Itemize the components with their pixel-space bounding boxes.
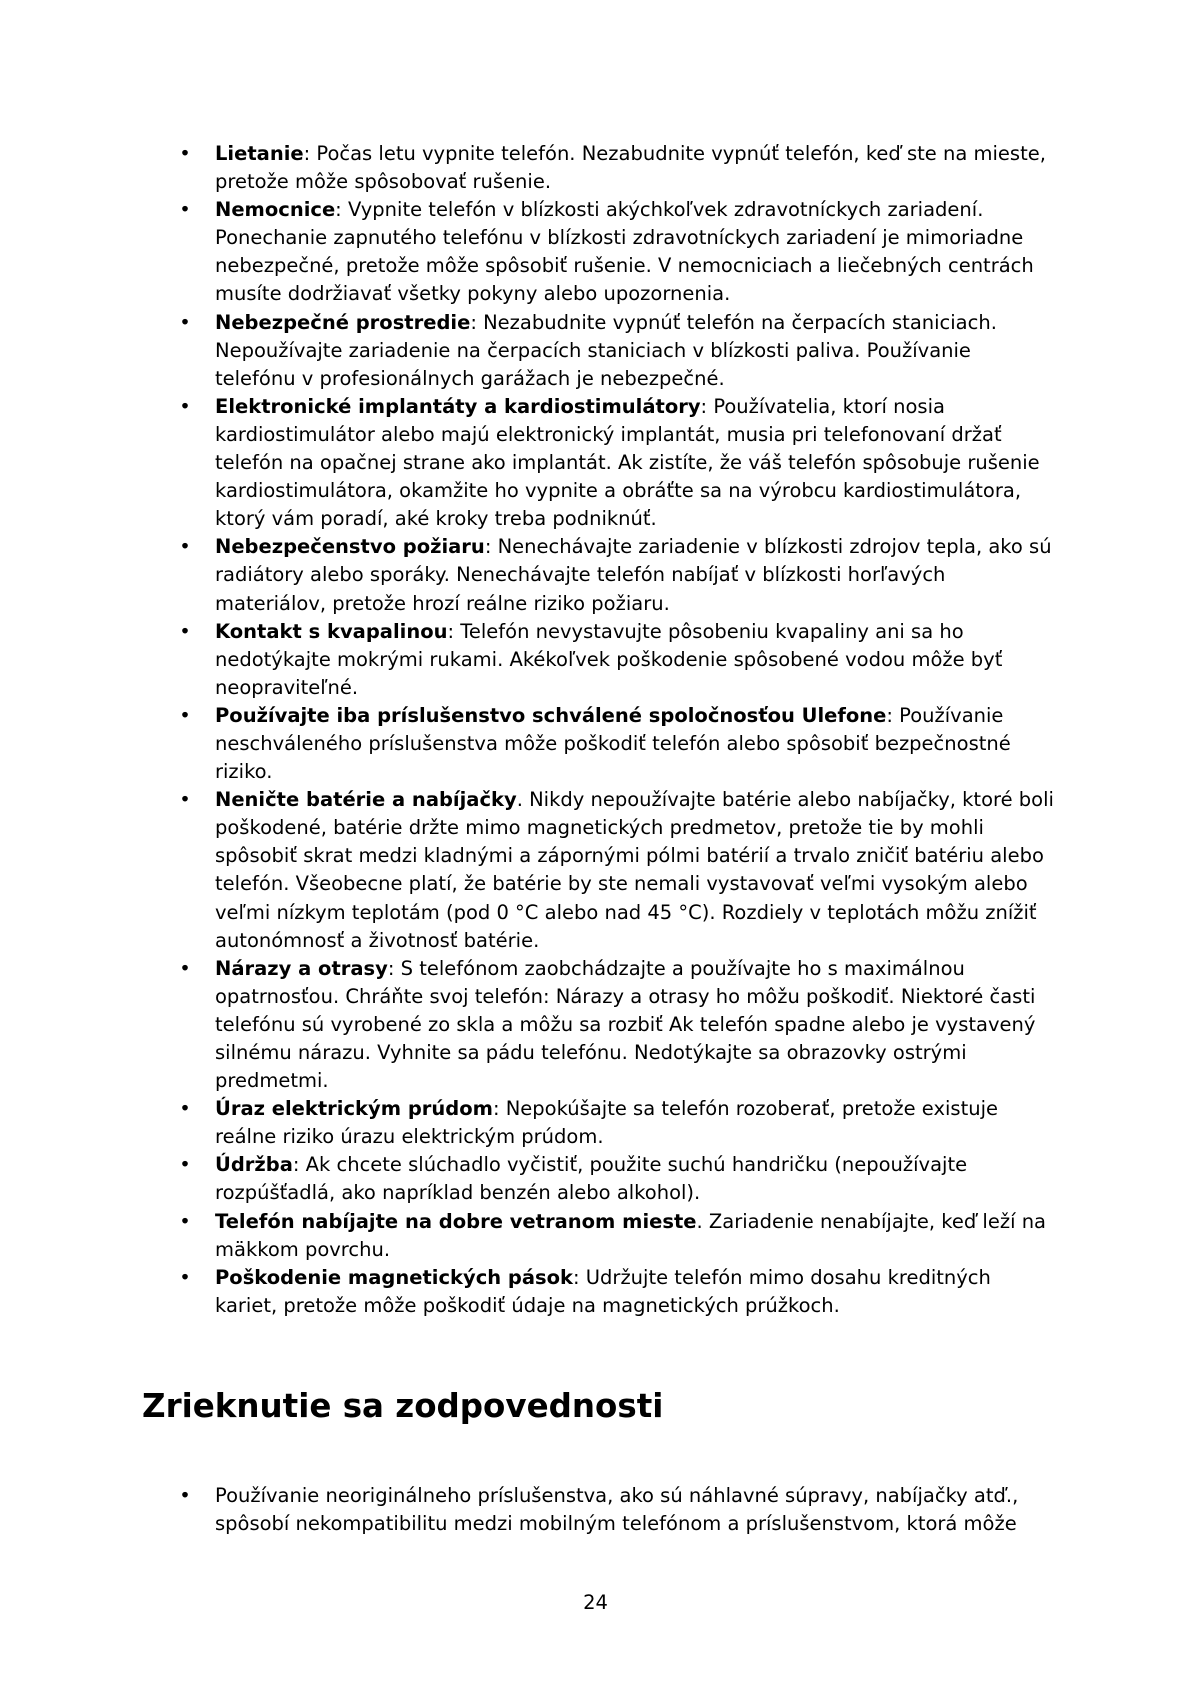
safety-text: : Používatelia, ktorí nosia kardiostimulátor alebo majú elektronický implantát, musia pri telefonovaní držať telefón na opačnej strane ako implantát. Ak zistíte, že váš telefón spôsobuje rušenie kardiostimulátora, okamžite ho vypnite a obráťte sa na výrobcu kardiostimulátora, ktorý vám poradí, aké kroky treba podniknúť. [215,394,1040,531]
bullet-icon: • [179,142,191,165]
bullet-icon: • [179,1209,191,1233]
list-item [0,618,1191,702]
list-item [0,1482,1191,1538]
safety-text: : Nenechávajte zariadenie v blízkosti zdrojov tepla, ako sú radiátory alebo sporáky. Nenechávajte telefón nabíjať v blízkosti horľavých materiálov, pretože hrozí reálne riziko požiaru. [215,535,1052,615]
list-item [0,196,1191,308]
safety-term: Používajte iba príslušenstvo schválené spoločnosťou Ulefone [215,703,887,727]
list-item [0,702,1191,786]
safety-term: Elektronické implantáty a kardiostimulátory [215,394,701,418]
safety-term: Nárazy a otrasy [215,956,388,980]
safety-text: . Zariadenie nenabíjajte, keď leží na mäkkom povrchu. [215,1209,1046,1261]
section-title: Zrieknutie sa zodpovednosti [142,1387,664,1425]
safety-term: Nebezpečenstvo požiaru [215,535,485,559]
bullet-icon: • [179,1484,191,1507]
safety-text: : Udržujte telefón mimo dosahu kreditných kariet, pretože môže poškodiť údaje na magnetických prúžkoch. [215,1265,991,1317]
safety-text: : Nezabudnite vypnúť telefón na čerpacích staniciach. Nepoužívajte zariadenie na čerpacích staniciach v blízkosti paliva. Používanie telefónu v profesionálnych garážach je nebezpečné. [215,310,997,390]
bullet-icon: • [179,535,191,559]
page-number: 24 [583,1591,608,1614]
safety-term: Lietanie [215,142,304,165]
safety-term: Neničte batérie a nabíjačky [215,788,517,812]
bullet-icon: • [179,394,191,418]
list-item [0,1151,1191,1207]
list-item [0,533,1191,617]
safety-text: : S telefónom zaobchádzajte a používajte ho s maximálnou opatrnosťou. Chráňte svoj telefón: Nárazy a otrasy ho môžu poškodiť. Niektoré časti telefónu sú vyrobené zo skla a môžu sa rozbiť Ak telefón spadne alebo je vystavený silnému nárazu. Vyhnite sa pádu telefónu. Nedotýkajte sa obrazovky ostrými predmetmi. [215,956,1036,1093]
safety-text: : Nepokúšajte sa telefón rozoberať, pretože existuje reálne riziko úrazu elektrickým prúdom. [215,1097,998,1149]
list-item [0,1208,1191,1264]
safety-text: . Nikdy nepoužívajte batérie alebo nabíjačky, ktoré boli poškodené, batérie držte mimo magnetických predmetov, pretože tie by mohli spôsobiť skrat medzi kladnými a zápornými pólmi batérií a trvalo zničiť batériu alebo telefón. Všeobecne platí, že batérie by ste nemali vystavovať veľmi vysokým alebo veľmi nízkym teplotám (pod 0 °C alebo nad 45 °C). Rozdiely v teplotách môžu znížiť autonómnosť a životnosť batérie. [215,788,1054,952]
list-item [0,1264,1191,1320]
disclaimer-list [0,1482,1191,1538]
safety-text: : Používanie neschváleného príslušenstva môže poškodiť telefón alebo spôsobiť bezpečnostné riziko. [215,703,1011,784]
safety-term: Poškodenie magnetických pások [215,1265,574,1289]
safety-text: : Počas letu vypnite telefón. Nezabudnite vypnúť telefón, keď ste na mieste, pretože môže spôsobovať rušenie. [215,142,1046,194]
safety-text: : Telefón nevystavujte pôsobeniu kvapaliny ani sa ho nedotýkajte mokrými rukami. Akékoľvek poškodenie spôsobené vodou môže byť neopraviteľné. [215,619,1003,699]
disclaimer-text: Používanie neoriginálneho príslušenstva, ako sú náhlavné súpravy, nabíjačky atď., spôsobí nekompatibilitu medzi mobilným telefónom a príslušenstvom, ktorá môže [215,1484,1019,1536]
safety-text: : Vypnite telefón v blízkosti akýchkoľvek zdravotníckych zariadení. Ponechanie zapnutého telefónu v blízkosti zdravotníckych zariadení je mimoriadne nebezpečné, pretože môže spôsobiť rušenie. V nemocniciach a liečebných centrách musíte dodržiavať všetky pokyny alebo upozornenia. [215,198,1034,306]
list-item [0,955,1191,1095]
list-item [0,309,1191,393]
safety-term: Úraz elektrickým prúdom [215,1097,493,1121]
bullet-icon: • [179,703,191,727]
safety-term: Nebezpečné prostredie [215,310,471,334]
list-item [0,140,1191,196]
list-item [0,786,1191,955]
safety-term: Telefón nabíjajte na dobre vetranom mieste [215,1209,697,1233]
safety-term: Údržba [215,1153,293,1177]
safety-instructions-list [0,140,1191,1320]
bullet-icon: • [179,956,191,980]
safety-text: : Ak chcete slúchadlo vyčistiť, použite suchú handričku (nepoužívajte rozpúšťadlá, ako napríklad benzén alebo alkohol). [215,1153,968,1205]
bullet-icon: • [179,1153,191,1177]
safety-term: Kontakt s kvapalinou [215,619,448,643]
bullet-icon: • [179,788,191,812]
bullet-icon: • [179,310,191,334]
bullet-icon: • [179,198,191,222]
safety-term: Nemocnice [215,198,336,222]
bullet-icon: • [179,1265,191,1289]
list-item [0,393,1191,533]
bullet-icon: • [179,619,191,643]
list-item [0,1095,1191,1151]
bullet-icon: • [179,1097,191,1121]
